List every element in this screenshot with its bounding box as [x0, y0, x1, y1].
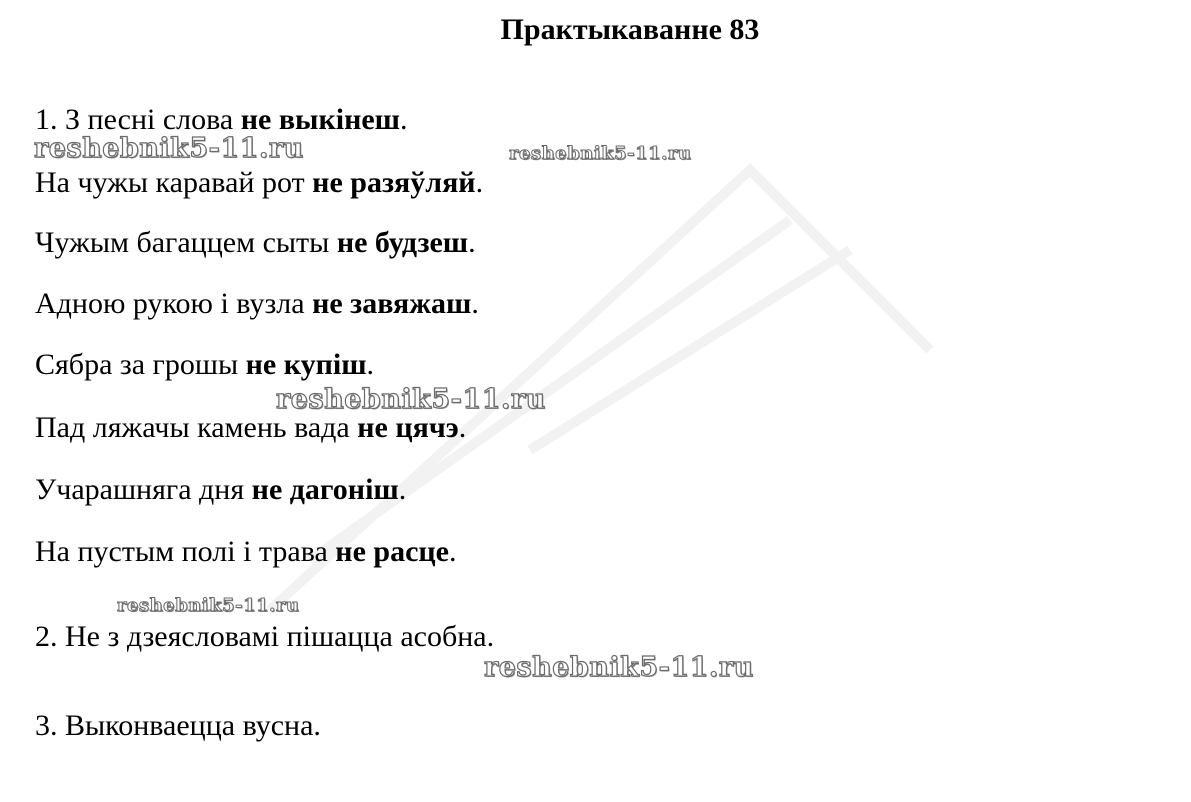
line-bold-text: не завяжаш	[312, 287, 472, 320]
line-punct: .	[400, 103, 408, 136]
line-text: На чужы каравай рот	[35, 166, 313, 199]
line-bold-text: не дагоніш	[251, 473, 399, 506]
answer-line-2	[35, 166, 483, 200]
watermark-text: reshebnik5-11.ru	[484, 652, 754, 683]
line-punct: .	[458, 411, 467, 444]
line-text: Пад ляжачы камень вада	[35, 411, 358, 444]
line-text: На пустым полі і трава	[35, 535, 336, 568]
watermark-text: reshebnik5-11.ru	[117, 595, 300, 616]
answer-2: 2. Не з дзеясловамі пішацца асобна.	[35, 620, 495, 653]
line-punct: .	[448, 535, 457, 568]
page-title: Практыкаванне 83	[500, 13, 760, 46]
watermark-text: reshebnik5-11.ru	[509, 143, 692, 164]
watermark-text: reshebnik5-11.ru	[34, 133, 304, 164]
line-bold-text: не разяўляй	[312, 166, 476, 199]
answer-line-7	[35, 473, 406, 507]
answer-3: 3. Выконваецца вусна.	[35, 709, 321, 742]
line-text: Сябра за грошы	[35, 348, 246, 381]
answer-line-1	[35, 103, 408, 137]
line-bold-text: не выкінеш	[240, 103, 401, 136]
line-bold-text: не купіш	[245, 348, 367, 381]
line-punct: .	[471, 287, 479, 320]
line-punct: .	[475, 166, 484, 199]
answer-line-8	[35, 535, 456, 569]
line-text: Адною рукою і вузла	[35, 287, 313, 320]
line-text: Чужым багаццем сыты	[35, 226, 337, 259]
answer-line-6	[35, 411, 466, 445]
answer-line-4	[35, 287, 479, 321]
line-text: 1. З песні слова	[35, 103, 241, 136]
line-bold-text: не цячэ	[357, 411, 459, 444]
line-punct: .	[366, 348, 375, 381]
line-bold-text: не расце	[335, 535, 449, 568]
line-text: Учарашняга дня	[35, 473, 252, 506]
answer-line-5	[35, 348, 374, 382]
line-punct: .	[468, 226, 476, 259]
line-bold-text: не будзеш	[336, 226, 469, 259]
answer-line-3	[35, 226, 476, 260]
watermark-text: reshebnik5-11.ru	[276, 384, 546, 415]
line-punct: .	[398, 473, 407, 506]
